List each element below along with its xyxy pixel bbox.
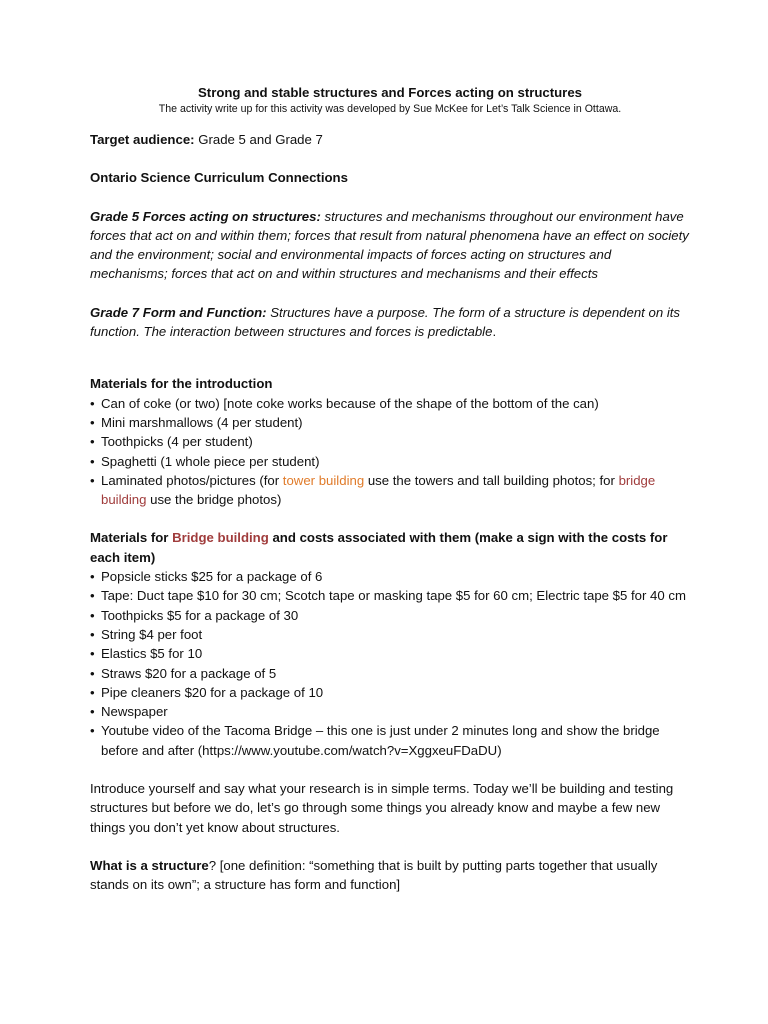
tower-building-highlight: tower building bbox=[282, 472, 365, 488]
target-audience-label: Target audience: bbox=[90, 132, 195, 147]
intro-materials-heading bbox=[90, 374, 690, 393]
list-item: • Newspaper bbox=[90, 702, 690, 721]
grade7-label: Grade 7 Form and Function: bbox=[90, 304, 267, 320]
list-item-text: Laminated photos/pictures (for bbox=[101, 472, 283, 488]
document-subtitle: The activity write up for this activity was developed by Sue McKee for Let’s Talk Science in Ottawa. bbox=[158, 103, 622, 115]
list-item: • Straws $20 for a package of 5 bbox=[90, 664, 690, 683]
list-item: • Tape: Duct tape $10 for 30 cm; Scotch tape or masking tape $5 for 60 cm; Electric tape $5 for 40 cm bbox=[90, 586, 690, 605]
list-item: • String $4 per foot bbox=[90, 625, 690, 644]
grade7-end: . bbox=[492, 324, 497, 340]
list-item: • Youtube video of the Tacoma Bridge – this one is just under 2 minutes long and show the bridge before and after (https://www.youtube.com/watch?v=XggxeuFDaDU) bbox=[90, 721, 690, 760]
list-item: • Toothpicks (4 per student) bbox=[90, 432, 690, 451]
bridge-building-highlight: bridge building bbox=[101, 472, 656, 508]
list-item: • Mini marshmallows (4 per student) bbox=[90, 413, 690, 432]
grade5-label: Grade 5 Forces acting on structures: bbox=[90, 208, 321, 224]
grade7-paragraph bbox=[90, 303, 690, 342]
list-item-text: use the bridge photos) bbox=[146, 492, 282, 508]
bridge-materials-heading bbox=[90, 528, 690, 567]
structure-question-bold: What is a structure bbox=[90, 857, 209, 873]
curriculum-heading bbox=[90, 168, 690, 187]
list-item: • Toothpicks $5 for a package of 30 bbox=[90, 606, 690, 625]
list-item: • Elastics $5 for 10 bbox=[90, 644, 690, 663]
curriculum-heading-text: Ontario Science Curriculum Connections bbox=[90, 170, 348, 186]
bridge-building-heading-highlight: Bridge building bbox=[172, 530, 269, 546]
document-page bbox=[90, 84, 690, 895]
list-item: • Spaghetti (1 whole piece per student) bbox=[90, 452, 690, 471]
list-item bbox=[90, 471, 690, 510]
grade7-text: Structures have a purpose. The form of a structure is dependent on its function. The interaction between structures and forces is predictable bbox=[90, 304, 681, 340]
list-item: • Pipe cleaners $20 for a package of 10 bbox=[90, 683, 690, 702]
intro-materials-heading-text: Materials for the introduction bbox=[90, 376, 273, 392]
bridge-materials-list bbox=[90, 567, 690, 760]
target-audience bbox=[90, 130, 690, 149]
target-audience-text: Grade 5 and Grade 7 bbox=[194, 132, 323, 147]
grade5-text: structures and mechanisms throughout our environment have forces that act on and within them; forces that result from natural phenomena have an effect on society and the environment; social and environmental impacts of forces acting on structures and mechanisms; forces that act on and within structures and mechanisms and their effects bbox=[90, 208, 689, 282]
grade5-paragraph bbox=[90, 207, 690, 284]
intro-materials-list bbox=[90, 394, 690, 510]
structure-question bbox=[90, 856, 690, 895]
heading-text: and costs associated with them (make a sign with the costs for each item) bbox=[90, 530, 668, 565]
document-title: Strong and stable structures and Forces acting on structures bbox=[198, 85, 582, 100]
list-item-text: use the towers and tall building photos; for bbox=[364, 472, 619, 488]
intro-paragraph: Introduce yourself and say what your research is in simple terms. Today we’ll be building and testing structures but before we do, let’s go through some things you already know and maybe a few new things you don’t yet know about structures. bbox=[90, 781, 674, 835]
heading-text: Materials for bbox=[90, 530, 173, 546]
structure-question-text: ? [one definition: “something that is built by putting parts together that usually stands on its own”; a structure has form and function] bbox=[90, 857, 658, 893]
list-item: • Popsicle sticks $25 for a package of 6 bbox=[90, 567, 690, 586]
list-item: • Can of coke (or two) [note coke works because of the shape of the bottom of the can) bbox=[90, 394, 690, 413]
